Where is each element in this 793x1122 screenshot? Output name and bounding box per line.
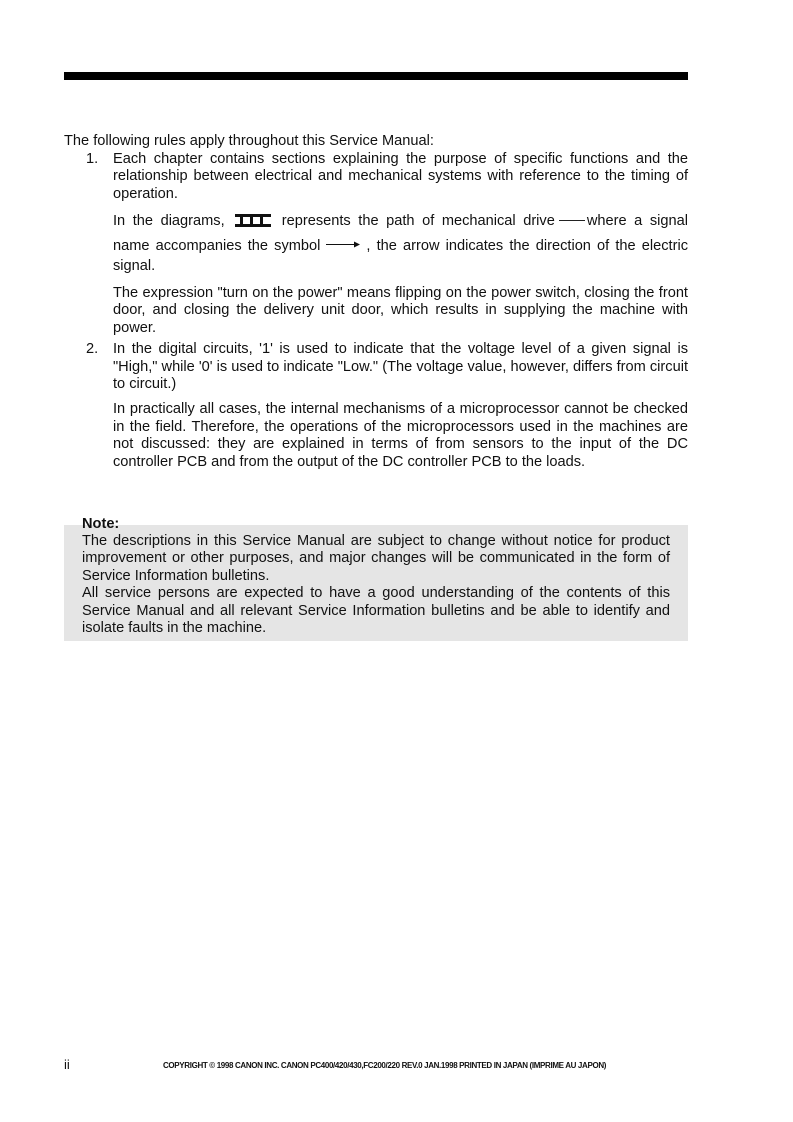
- list-item-number: 2.: [86, 341, 99, 358]
- list-item-number: 1.: [86, 151, 99, 167]
- footer-copyright: COPYRIGHT © 1998 CANON INC. CANON PC400/420/430,FC200/220 REV.0 JAN.1998 PRINTED IN JAPAN (IMPRIME AU JAPON): [163, 1061, 607, 1070]
- page-number: ii: [64, 1057, 70, 1072]
- arrow-right-icon: [326, 234, 360, 255]
- mechanical-drive-symbol-icon: [235, 213, 271, 234]
- note-paragraph: The descriptions in this Service Manual are subject to change without notice for product improvement or other purposes, and major changes will be communicated in the form of Service Information bulletins.: [82, 533, 670, 584]
- note-paragraph: All service persons are expected to have a good understanding of the contents of this Service Manual and all relevant Service Information bulletins and be able to identify and isolate faults in the machine.: [82, 585, 670, 637]
- list-item-paragraph: In practically all cases, the internal mechanisms of a microprocessor cannot be checked in the field. Therefore, the operations of the microprocessors used in the machines are not discussed: they are explained in terms of from sensors to the input of the DC controller PCB and from the output of the DC controller PCB to the loads.: [113, 401, 688, 470]
- diagram-symbols-paragraph: [113, 211, 688, 277]
- intro-text: The following rules apply throughout this Service Manual:: [64, 133, 434, 149]
- list-item: [86, 341, 688, 471]
- symbols-text-d: , the arrow indicates the direction of the electric signal.: [113, 237, 688, 275]
- list-item-paragraph: Each chapter contains sections explaining the purpose of specific functions and the relationship between electrical and mechanical systems with reference to the timing of operation.: [113, 151, 688, 202]
- list-item-paragraph: The expression "turn on the power" means flipping on the power switch, closing the front door, and closing the delivery unit door, which results in supplying the machine with power.: [113, 285, 688, 336]
- note-title: Note:: [82, 516, 120, 532]
- rules-list: [86, 151, 688, 471]
- list-item-paragraph: In the digital circuits, '1' is used to indicate that the voltage level of a given signal is "High," while '0' is used to indicate "Low." (The voltage value, however, differs from circuit to circuit.): [113, 341, 688, 393]
- symbols-text-a: In the diagrams,: [113, 213, 225, 230]
- top-divider: [64, 72, 688, 80]
- note-body: [82, 533, 670, 637]
- list-item: [86, 151, 688, 337]
- symbols-text-b: represents the path of mechanical drive: [281, 213, 555, 230]
- signal-line-icon: [559, 220, 585, 221]
- symbols-text-c: where a signal name accompanies the symbol: [113, 213, 688, 254]
